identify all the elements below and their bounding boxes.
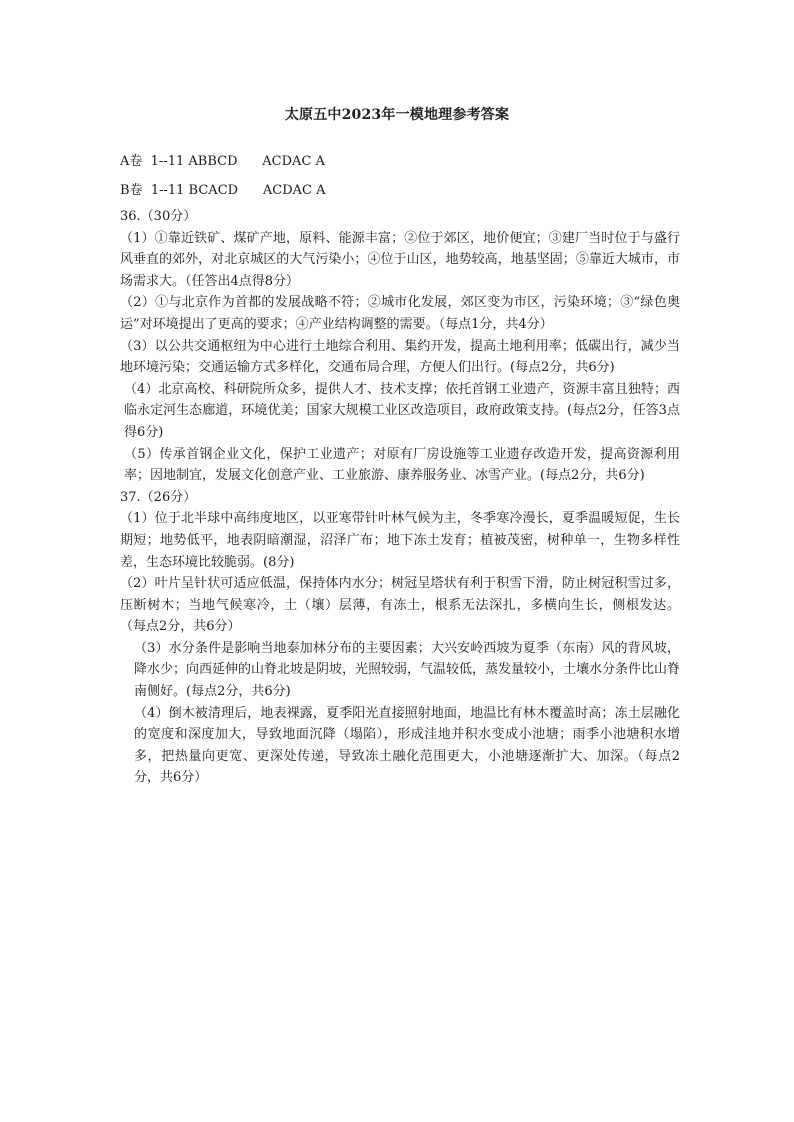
question-37-part-4: （4）倒木被清理后，地表裸露，夏季阳光直接照射地面，地温比有林木覆盖时高；冻土层融化的宽度和深度加大，导致地面沉降（塌陷），形成洼地并积水变成小池塘；雨季小池塘积水增多，把热量向更宽、更深处传递，导致冻土融化范围更大，小池塘逐渐扩大、加深。（每点2分，共6分） — [134, 705, 680, 786]
answer-key-label: B卷 — [120, 183, 143, 198]
answer-content — [120, 206, 680, 789]
question-37-part-2: （2）叶片呈针状可适应低温，保持体内水分；树冠呈塔状有利于积雪下滑，防止树冠积雪过多，压断树木；当地气候寒冷，土（壤）层薄，有冻土，根系无法深扎，多横向生长，侧根发达。 （每点2分，共6分） — [120, 576, 680, 635]
question-36-part-1: （1）①靠近铁矿、煤矿产地，原料、能源丰富；②位于郊区，地价便宜；③建厂当时位于与盛行风垂直的郊外，对北京城区的大气污染小；④位于山区，地势较高，地基坚固；⑤靠近大城市，市场需求大。（任答出4点得8分） — [120, 230, 680, 289]
question-36-part-3: （3）以公共交通枢纽为中心进行土地综合利用、集约开发，提高土地利用率；低碳出行，减少当地环境污染；交通运输方式多样化，交通布局合理，方便人们出行。(每点2分，共6分) — [120, 338, 680, 376]
answer-key-rest: ACDAC A — [262, 154, 325, 169]
answer-key-b — [120, 179, 325, 198]
question-37-part-1: （1）位于北半球中高纬度地区，以亚寒带针叶林气候为主，冬季寒冷漫长，夏季温暖短促，生长期短；地势低平，地表阴暗潮湿，沼泽广布；地下冻土发育；植被茂密，树种单一，生物多样性差，生态环境比较脆弱。(8分) — [120, 511, 680, 570]
question-37-heading: 37.（26分） — [120, 489, 197, 505]
answer-key-rest: ACDAC A — [262, 183, 326, 198]
question-36-part-5: （5）传承首钢企业文化，保护工业遗产；对原有厂房设施等工业遗存改造开发，提高资源利用率；因地制宜，发展文化创意产业、工业旅游、康养服务业、冰雪产业。(每点2分，共6分) — [124, 446, 680, 484]
question-37-part-3: （3）水分条件是影响当地泰加林分布的主要因素；大兴安岭西坡为夏季（东南）风的背风坡，降水少；向西延伸的山脊北坡是阴坡，光照较弱，气温较低，蒸发量较小，土壤水分条件比山脊南侧好。(每点2分，共6分) — [134, 640, 681, 700]
answer-key-range: 1--11 ABBCD — [150, 154, 238, 169]
answer-key-range: 1--11 BCACD — [150, 183, 239, 198]
question-36-part-4: （4）北京高校、科研院所众多，提供人才、技术支撑；依托首钢工业遗产，资源丰富且独特；西临永定河生态廊道，环境优美；国家大规模工业区改造项目，政府政策支持。(每点2分，任答3点得6分) — [124, 381, 680, 440]
page-title: 太原五中2023年一模地理参考答案 — [284, 107, 510, 123]
question-36-part-2: （2）①与北京作为首都的发展战略不符；②城市化发展，郊区变为市区，污染环境；③“绿色奥运”对环境提出了更高的要求；④产业结构调整的需要。（每点1分，共4分） — [120, 295, 680, 332]
question-36-heading: 36.（30分） — [120, 209, 197, 224]
answer-key-label: A卷 — [120, 154, 143, 169]
answer-key-a — [120, 150, 325, 169]
